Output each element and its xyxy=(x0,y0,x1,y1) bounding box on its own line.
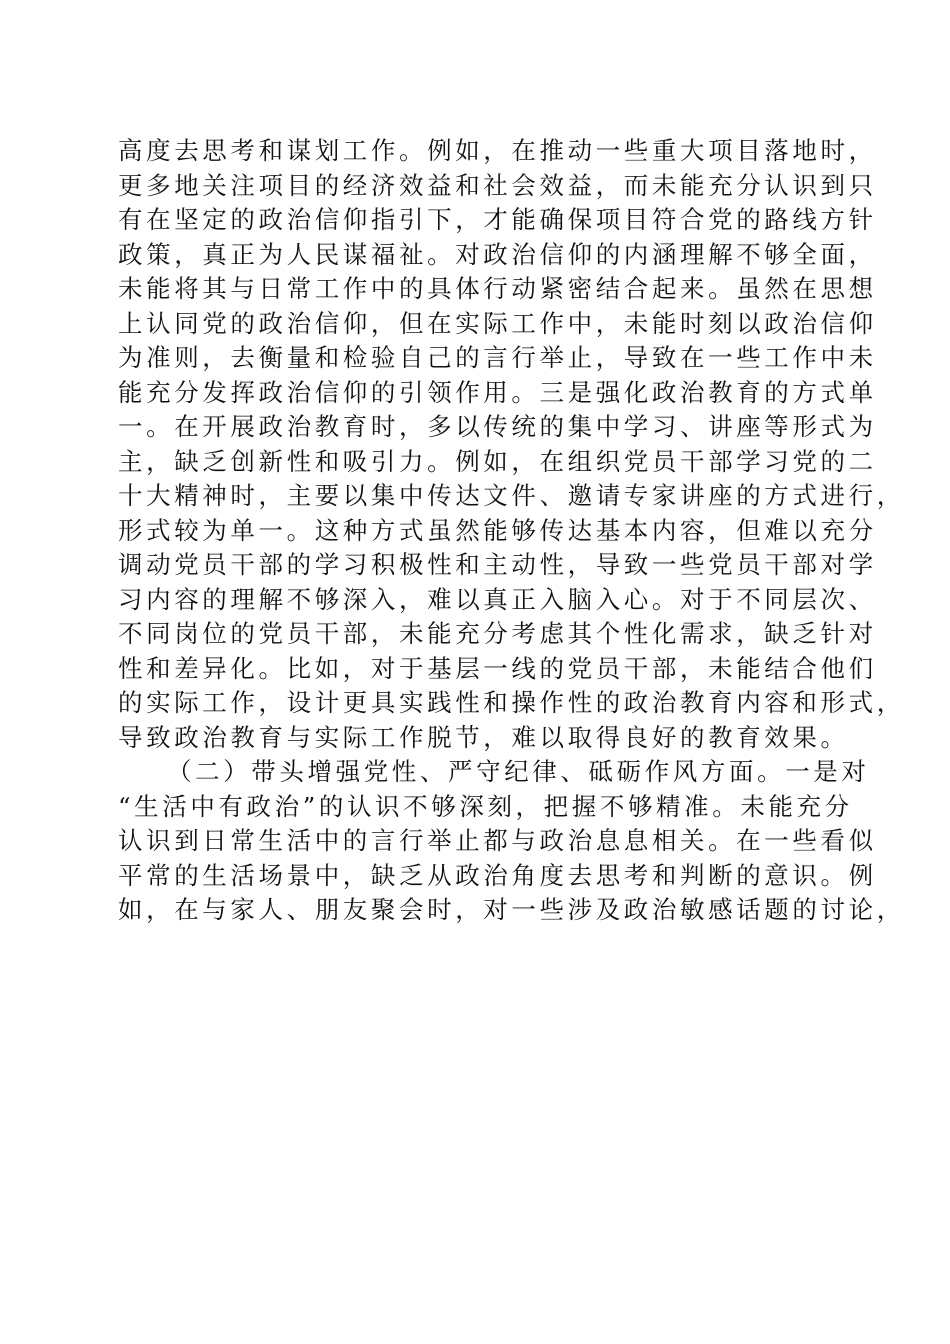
section-heading-line: （二）带头增强党性、严守纪律、砥砺作风方面。一是对 xyxy=(167,757,870,786)
text-line: 性和差异化。比如，对于基层一线的党员干部，未能结合他们 xyxy=(118,653,877,683)
text-line: 未能将其与日常工作中的具体行动紧密结合起来。虽然在思想 xyxy=(118,274,877,303)
text-line: 的实际工作，设计更具实践性和操作性的政治教育内容和形式， xyxy=(118,688,905,717)
text-line: 调动党员干部的学习积极性和主动性，导致一些党员干部对学 xyxy=(118,550,877,579)
text-line: 主，缺乏创新性和吸引力。例如，在组织党员干部学习党的二 xyxy=(118,446,877,476)
text-line: 一。在开展政治教育时，多以传统的集中学习、讲座等形式为 xyxy=(118,412,877,441)
text-line: 十大精神时，主要以集中传达文件、邀请专家讲座的方式进行， xyxy=(118,481,905,510)
text-line: “生活中有政治”的认识不够深刻，把握不够精准。未能充分 xyxy=(118,791,853,821)
text-line: 形式较为单一。这种方式虽然能够传达基本内容，但难以充分 xyxy=(118,515,877,545)
text-line: 认识到日常生活中的言行举止都与政治息息相关。在一些看似 xyxy=(118,826,877,855)
text-line: 如，在与家人、朋友聚会时，对一些涉及政治敏感话题的讨论， xyxy=(118,895,905,924)
text-line: 有在坚定的政治信仰指引下，才能确保项目符合党的路线方针 xyxy=(118,205,877,234)
text-line: 平常的生活场景中，缺乏从政治角度去思考和判断的意识。例 xyxy=(118,860,877,890)
text-line: 为准则，去衡量和检验自己的言行举止，导致在一些工作中未 xyxy=(118,343,877,372)
text-line: 不同岗位的党员干部，未能充分考虑其个性化需求，缺乏针对 xyxy=(118,619,877,648)
text-line: 上认同党的政治信仰，但在实际工作中，未能时刻以政治信仰 xyxy=(118,308,877,338)
text-line: 更多地关注项目的经济效益和社会效益，而未能充分认识到只 xyxy=(118,170,877,200)
text-line: 政策，真正为人民谋福祉。对政治信仰的内涵理解不够全面， xyxy=(118,239,877,269)
text-line: 能充分发挥政治信仰的引领作用。三是强化政治教育的方式单 xyxy=(118,377,877,407)
body-text xyxy=(118,134,905,928)
text-line: 习内容的理解不够深入，难以真正入脑入心。对于不同层次、 xyxy=(118,584,877,614)
text-line: 高度去思考和谋划工作。例如，在推动一些重大项目落地时， xyxy=(118,136,877,165)
text-line: 导致政治教育与实际工作脱节，难以取得良好的教育效果。 xyxy=(118,722,849,752)
